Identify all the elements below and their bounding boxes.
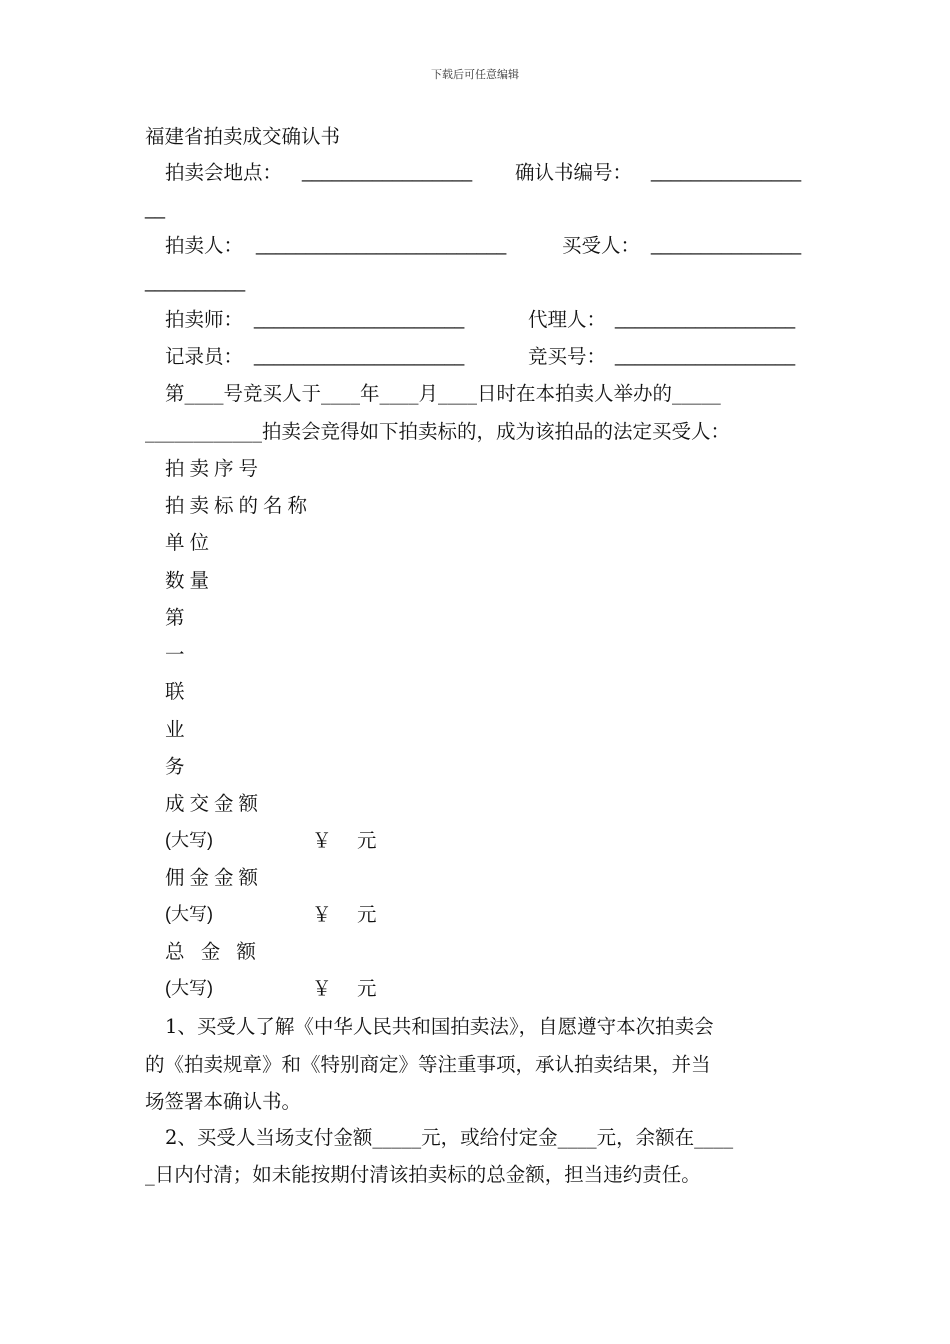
lot-number-label: 拍卖序号 xyxy=(165,457,264,480)
auctioneer-label: 拍卖师： xyxy=(165,308,244,331)
cert-no-label: 确认书编号： xyxy=(515,161,633,184)
venue-blank: _________________ xyxy=(302,162,473,182)
agent-blank: __________________ xyxy=(615,309,796,329)
commission-amount-label: 佣金金额 xyxy=(165,866,264,889)
statement-line-1: 第____号竞买人于____年____月____日时在本拍卖人举办的_____ xyxy=(165,382,721,405)
commission-capital-label: (大写) xyxy=(165,904,213,924)
cert-no-blank-cont: __ xyxy=(145,199,166,219)
buyer-blank: _______________ xyxy=(651,235,802,255)
copy-char-5: 务 xyxy=(165,755,185,778)
commission-yuan-label: 元 xyxy=(357,903,377,926)
clause-2-line-1: 2、买受人当场支付金额_____元，或给付定金____元，余额在____ xyxy=(165,1126,734,1149)
auctioneer-org-label: 拍卖人： xyxy=(165,234,244,257)
clause-1-line-3: 场签署本确认书。 xyxy=(145,1090,302,1113)
unit-label: 单位 xyxy=(165,531,215,554)
copy-char-3: 联 xyxy=(165,680,185,703)
quantity-label: 数量 xyxy=(165,569,215,592)
copy-char-2: 一 xyxy=(165,643,185,666)
agent-label: 代理人： xyxy=(528,308,607,331)
venue-label: 拍卖会地点： xyxy=(165,161,283,184)
bid-no-blank: __________________ xyxy=(615,346,796,366)
total-yuan-label: 元 xyxy=(357,977,377,1000)
total-amount-label: 总 金 额 xyxy=(165,940,261,963)
clause-2-line-2: _日内付清；如未能按期付清该拍卖标的总金额，担当违约责任。 xyxy=(145,1163,701,1186)
auctioneer-org-blank: _________________________ xyxy=(256,235,507,255)
lot-name-label: 拍卖标的名称 xyxy=(165,494,313,517)
total-yen-sign: ￥ xyxy=(312,977,332,1000)
buyer-label: 买受人： xyxy=(562,234,641,257)
clause-1-line-2: 的《拍卖规章》和《特别商定》等注重事项，承认拍卖结果，并当 xyxy=(145,1053,711,1076)
header-note: 下载后可任意编辑 xyxy=(431,68,519,81)
commission-yen-sign: ￥ xyxy=(312,903,332,926)
clause-1-line-1: 1、买受人了解《中华人民共和国拍卖法》，自愿遵守本次拍卖会 xyxy=(165,1015,714,1038)
cert-no-blank: _______________ xyxy=(651,162,802,182)
recorder-blank: _____________________ xyxy=(254,346,465,366)
bid-no-label: 竞买号： xyxy=(528,345,607,368)
total-capital-label: (大写) xyxy=(165,978,213,998)
recorder-label: 记录员： xyxy=(165,345,244,368)
buyer-blank-cont: __________ xyxy=(145,272,246,292)
auctioneer-blank: _____________________ xyxy=(254,309,465,329)
deal-yuan-label: 元 xyxy=(357,829,377,852)
copy-char-1: 第 xyxy=(165,606,185,629)
statement-line-2: ____________拍卖会竞得如下拍卖标的，成为该拍品的法定买受人： xyxy=(145,420,731,443)
deal-yen-sign: ￥ xyxy=(312,829,332,852)
deal-capital-label: (大写) xyxy=(165,830,213,850)
deal-amount-label: 成交金额 xyxy=(165,792,264,815)
document-title: 福建省拍卖成交确认书 xyxy=(145,125,341,148)
copy-char-4: 业 xyxy=(165,718,185,741)
